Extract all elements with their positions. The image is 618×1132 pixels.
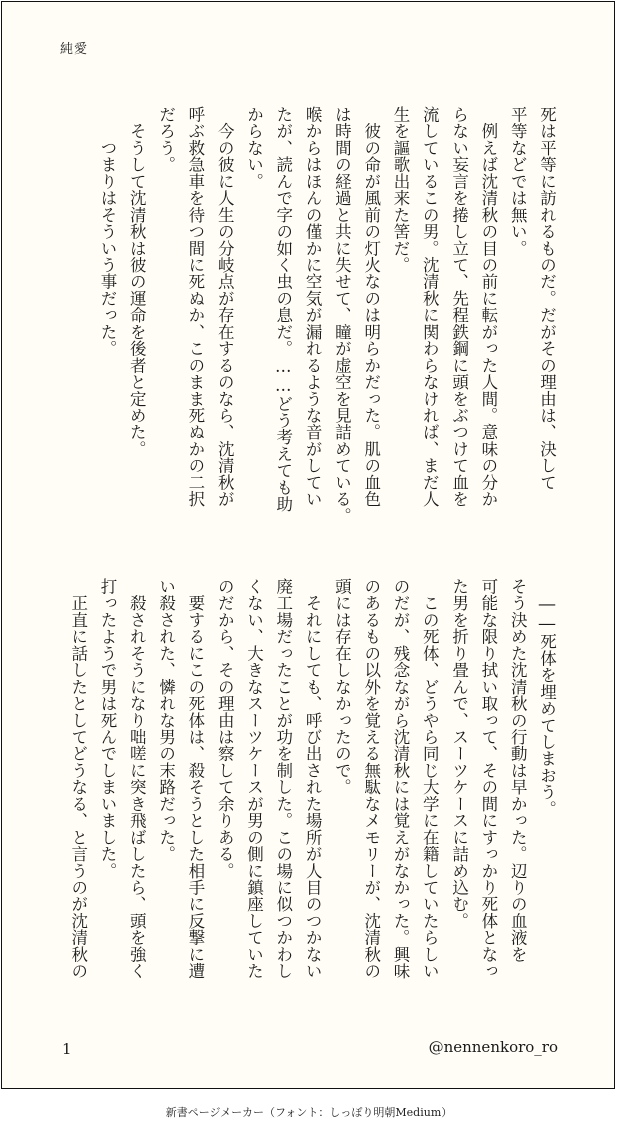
text-column: ――死体を埋めてしまおう。 <box>537 578 557 818</box>
text-column: それにしても、呼び出された場所が人目のつかない <box>303 578 323 980</box>
text-column: 死は平等に訪れるものだ。だがその理由は、決して <box>537 106 557 491</box>
text-column: 要するにこの死体は、殺そうとした相手に反撃に遭 <box>185 578 205 980</box>
text-column: 例えば沈清秋の目の前に転がった人間。意味の分か <box>478 106 498 508</box>
text-column: た男を折り畳んで、スーツケースに詰め込む。 <box>449 578 469 930</box>
text-column: 殺されそうになり咄嗟に突き飛ばしたら、頭を強く <box>127 578 147 980</box>
text-column: そう決めた沈清秋の行動は早かった。辺りの血液を <box>508 578 528 963</box>
text-column: 打ったようで男は死んでしまいました。 <box>98 578 117 879</box>
text-column: たが、読んで字の如く虫の息だ。……どう考えても助 <box>273 106 293 513</box>
text-column: い殺された、憐れな男の末路だった。 <box>156 578 176 863</box>
text-column: のだが、残念ながら沈清秋には覚えがなかった。興味 <box>391 578 410 980</box>
text-column: は時間の経過と共に失せて、瞳が虚空を見詰めている。 <box>332 106 352 524</box>
text-column: 喉からはほんの僅かに空気が漏れるような音がしてい <box>303 106 323 508</box>
text-column: そうして沈清秋は彼の運命を後者と定めた。 <box>127 106 147 458</box>
generator-caption: 新書ページメーカー（フォント：しっぽり明朝Medium） <box>165 1106 453 1119</box>
text-column: 可能な限り拭い取って、その間にすっかり死体となっ <box>478 578 498 980</box>
text-column: この死体、どうやら同じ大学に在籍していたらしい <box>420 578 440 980</box>
text-column: のあるもの以外を覚える無駄なメモリーが、沈清秋の <box>361 578 381 980</box>
text-column: 呼ぶ救急車を待つ間に死ぬか、このまま死ぬかの二択 <box>185 106 205 508</box>
text-column: 今の彼に人生の分岐点が存在するのなら、沈清秋が <box>215 106 235 508</box>
text-column: 流しているこの男。沈清秋に関わらなければ、まだ人 <box>420 106 440 508</box>
author-handle: @nennenkoro_ro <box>428 1038 558 1056</box>
text-column: 平等などでは無い。 <box>508 106 528 257</box>
text-column: のだから、その理由は察して余りある。 <box>215 578 235 879</box>
page-title: 純愛 <box>60 42 89 57</box>
text-column: 彼の命が風前の灯火なのは明らかだった。肌の血色 <box>361 106 381 508</box>
text-column: 正直に話したとしてどうなる、と言うのが沈清秋の <box>68 578 88 980</box>
text-column: らない妄言を捲し立て、先程鉄鋼に頭をぶつけて血を <box>449 106 469 508</box>
text-column: からない。 <box>244 106 264 190</box>
text-column: 生を謳歌出来た筈だ。 <box>391 106 410 274</box>
page-number: 1 <box>62 1040 72 1058</box>
book-page <box>1 1 615 1089</box>
text-column: 廃工場だったことが功を制した。この場に似つかわし <box>273 578 293 980</box>
text-column: つまりはそういう事だった。 <box>98 106 117 357</box>
text-column: くない、大きなスーツケースが男の側に鎮座していた <box>244 578 264 980</box>
text-column: 頭には存在しなかったので。 <box>332 578 352 796</box>
text-column: だろう。 <box>156 106 176 173</box>
